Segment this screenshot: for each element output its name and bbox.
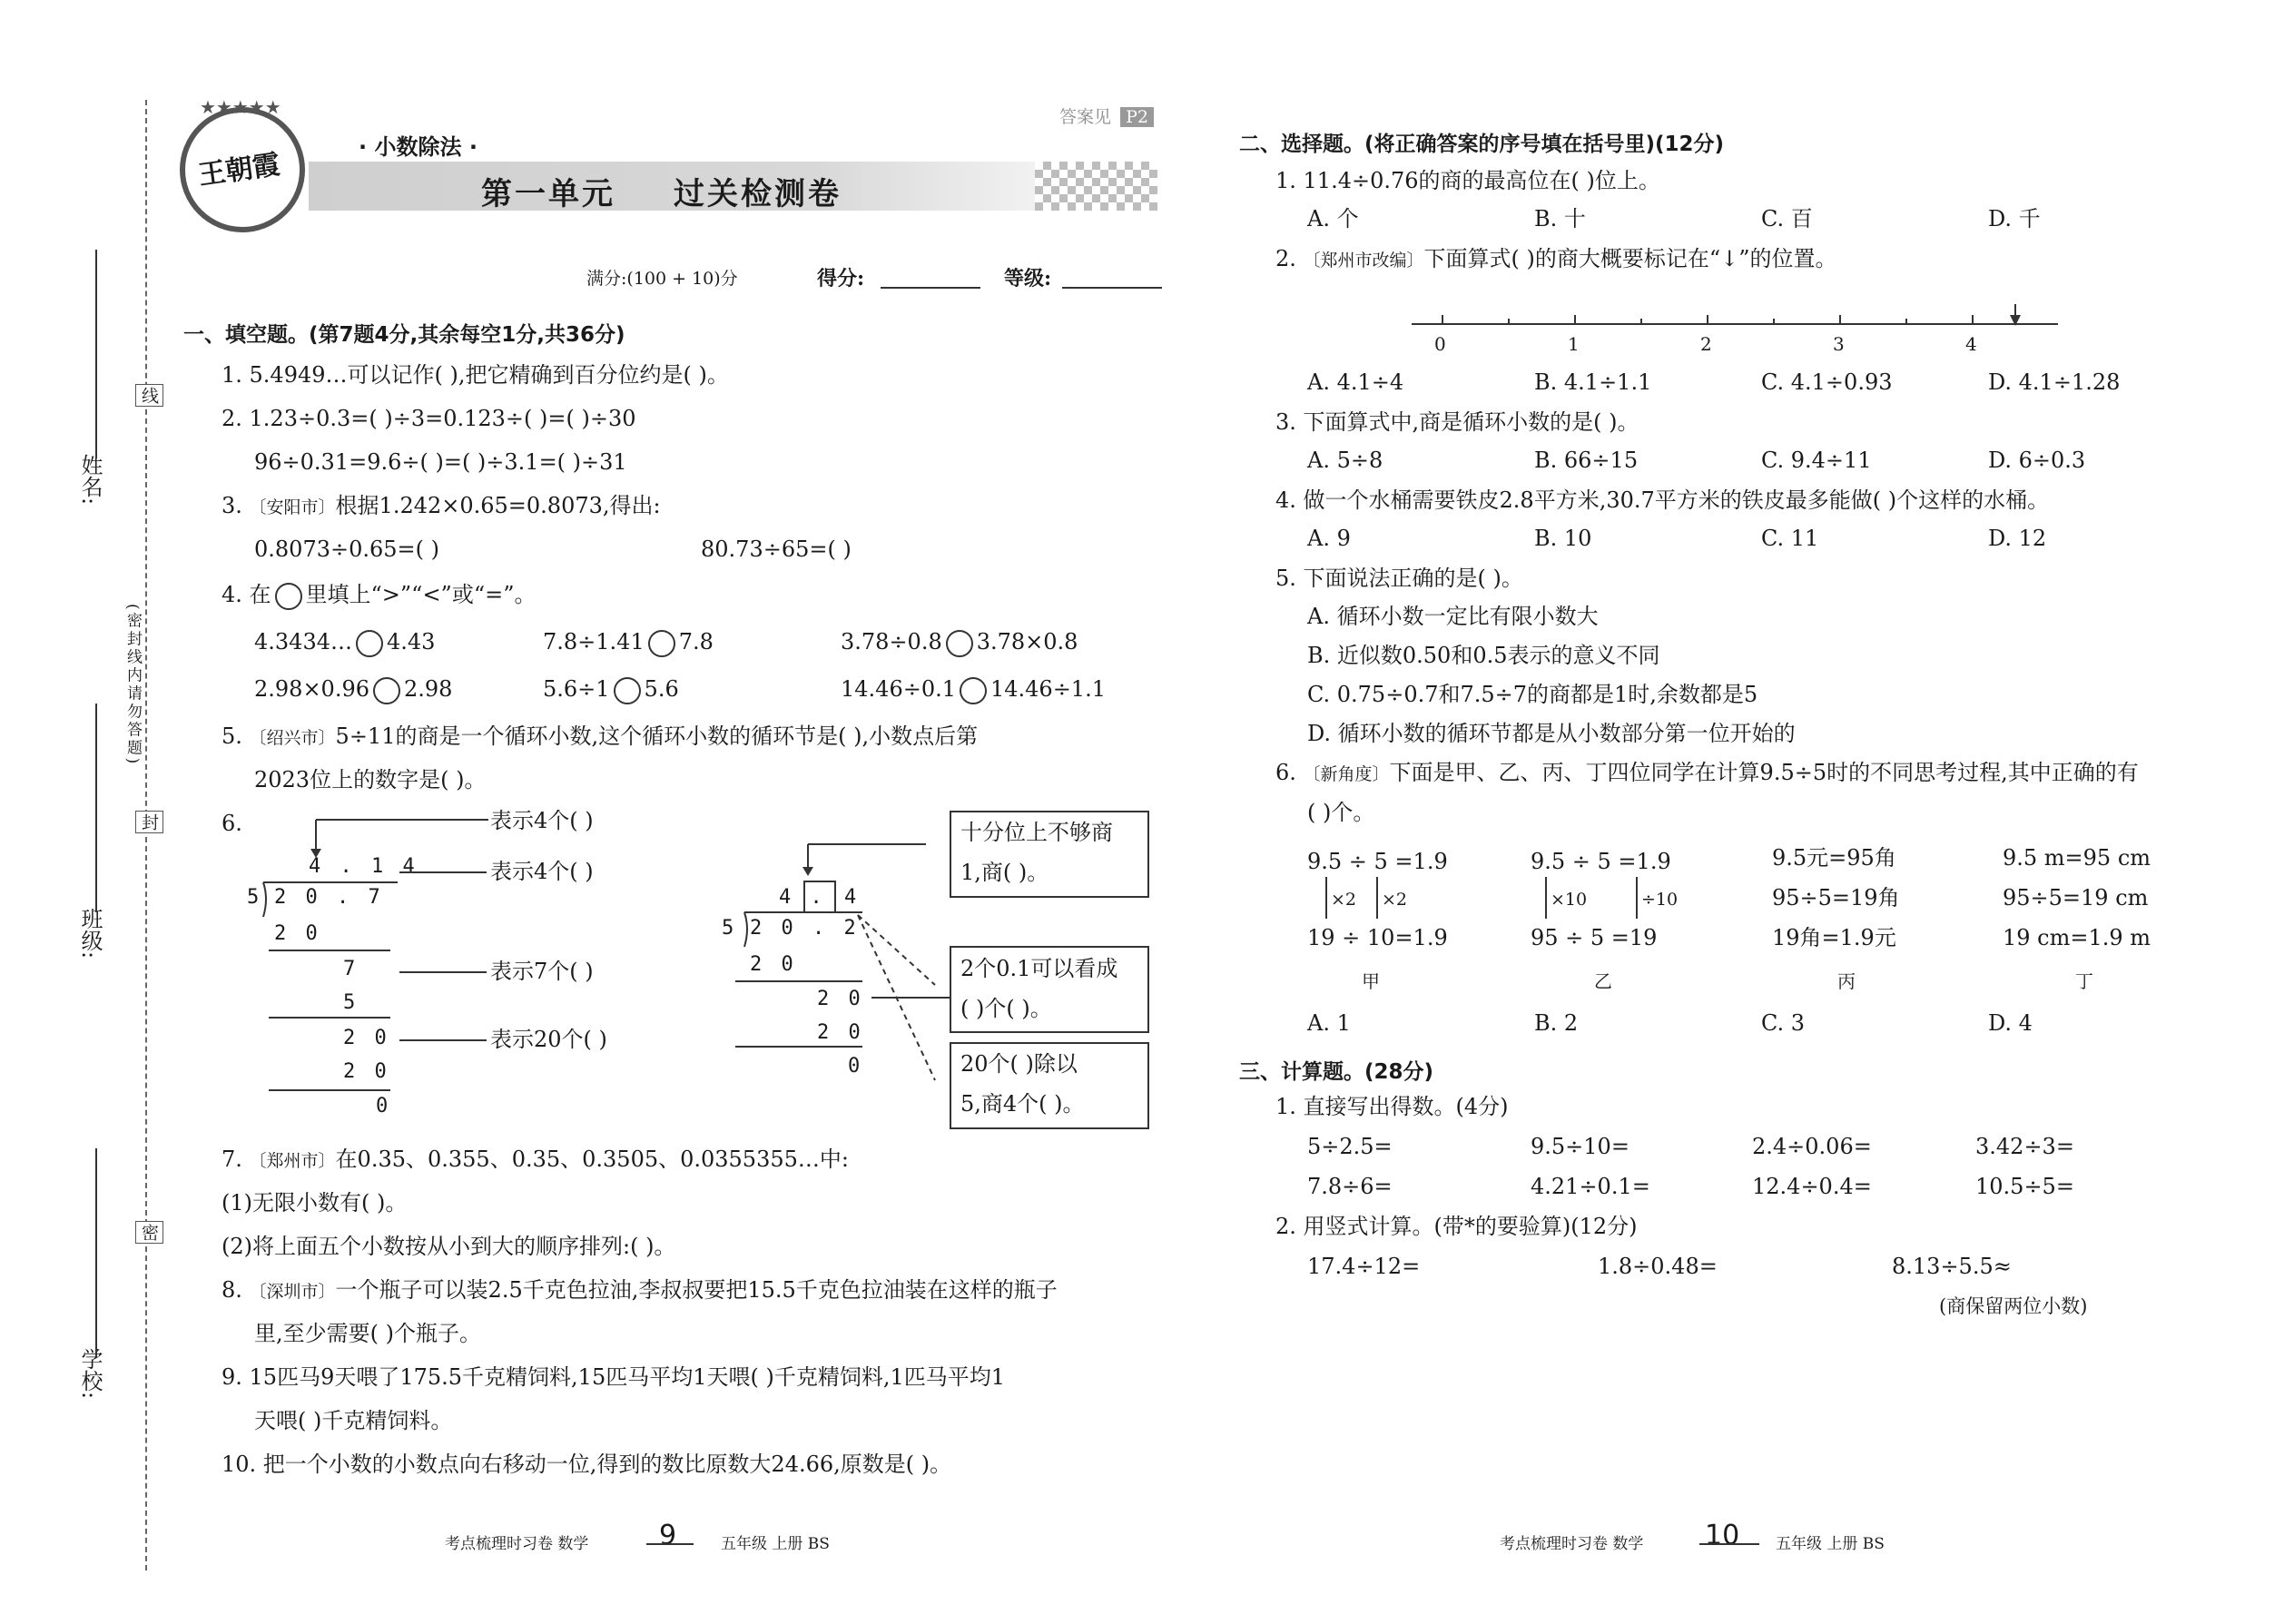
compare-circle[interactable] <box>946 630 973 657</box>
ding-line2: 95÷5=19 cm <box>2003 885 2149 910</box>
axis-tick-4: 4 <box>1965 333 1977 355</box>
q8-line2: 里,至少需要( )个瓶子。 <box>254 1321 481 1346</box>
s2-q1-opt-c[interactable]: C. 百 <box>1761 206 1813 231</box>
calc-item: 4.21÷0.1= <box>1531 1174 1650 1199</box>
school-line <box>95 1148 97 1357</box>
s2-q6-text: 下面是甲、乙、丙、丁四位同学在计算9.5÷5时的不同思考过程,其中正确的有 <box>1389 760 2139 785</box>
div-quotient-right-digit: 4 <box>844 886 861 909</box>
name-label: 姓名: <box>77 454 103 506</box>
q7-b: (2)将上面五个小数按从小到大的顺序排列:( )。 <box>222 1234 676 1259</box>
div-step-right: 2 0 <box>750 953 797 976</box>
calc-item: 7.8÷6= <box>1307 1174 1393 1199</box>
s2-q5-opt-b[interactable]: B. 近似数0.50和0.5表示的意义不同 <box>1307 643 1660 668</box>
s2-q4-opt-b[interactable]: B. 10 <box>1534 526 1592 551</box>
q6-hint-2b: ( )个( )。 <box>960 996 1052 1021</box>
unit-title: 第一单元 <box>481 176 615 212</box>
vertical-calc-note: (商保留两位小数) <box>1939 1295 2088 1317</box>
yi-label: 乙 <box>1594 970 1612 992</box>
footer-left-bracket <box>646 1543 694 1545</box>
jia-arrow-left <box>1325 877 1327 919</box>
q10-line: 10. 把一个小数的小数点向右移动一位,得到的数比原数大24.66,原数是( )。 <box>222 1452 952 1477</box>
answer-ref-text: 答案见 <box>1059 107 1112 127</box>
jia-arrow-right <box>1376 877 1378 919</box>
binding-mark-mi: 密 <box>135 1221 163 1244</box>
s2-q3-opt-d[interactable]: D. 6÷0.3 <box>1988 448 2086 473</box>
div-quotient-left: 4 . 1 4 <box>309 855 418 878</box>
jia-label: 甲 <box>1362 970 1380 992</box>
bing-line2: 95÷5=19角 <box>1772 885 1900 910</box>
axis-tick-3: 3 <box>1833 333 1845 355</box>
q4-item-3: 3.78÷0.8 3.78×0.8 <box>841 628 1078 657</box>
arrow-left-4 <box>399 1039 487 1041</box>
q9-line2: 天喂( )千克精饲料。 <box>254 1408 453 1433</box>
grade-label: 等级: <box>1004 267 1052 290</box>
q5-line2: 2023位上的数字是( )。 <box>254 767 487 792</box>
calc-item: 9.5÷10= <box>1531 1134 1629 1159</box>
compare-circle[interactable] <box>373 677 400 704</box>
calc-item: 10.5÷5= <box>1975 1174 2074 1199</box>
footer-right-page: 10 <box>1705 1520 1740 1551</box>
footer-left-page: 9 <box>659 1520 677 1551</box>
footer-right-series: 考点梳理时习卷 数学 <box>1500 1535 1644 1553</box>
yi-div: ÷10 <box>1641 890 1679 910</box>
binding-mark-feng: 封 <box>135 811 163 833</box>
jia-line2: 19 ÷ 10=1.9 <box>1307 925 1448 950</box>
s2-q6-line1: 6. 〔新角度〕下面是甲、乙、丙、丁四位同学在计算9.5÷5时的不同思考过程,其中正确的有 <box>1275 760 2139 785</box>
bing-line3: 19角=1.9元 <box>1772 925 1896 950</box>
div-step-left: 2 0 <box>343 1027 390 1049</box>
div-step-right: 2 0 <box>817 1021 864 1044</box>
name-line <box>95 250 97 458</box>
q4-item-2: 7.8÷1.41 7.8 <box>543 628 714 657</box>
ding-line3: 19 cm=1.9 m <box>2003 925 2151 950</box>
q6-hint-1a: 十分位上不够商 <box>960 820 1113 845</box>
footer-left-series: 考点梳理时习卷 数学 <box>445 1535 589 1553</box>
axis-tick-0: 0 <box>1434 333 1446 355</box>
s2-q5-opt-a[interactable]: A. 循环小数一定比有限小数大 <box>1307 604 1599 629</box>
bing-label: 丙 <box>1837 970 1856 992</box>
div-step-left: 0 <box>376 1095 392 1117</box>
vertical-calc-item: 8.13÷5.5≈ <box>1892 1254 2012 1279</box>
bing-line1: 9.5元=95角 <box>1772 845 1896 871</box>
binding-mark-xian: 线 <box>135 384 163 407</box>
s2-q5-opt-c[interactable]: C. 0.75÷0.7和7.5÷7的商都是1时,余数都是5 <box>1307 682 1758 707</box>
q5-text: 5÷11的商是一个循环小数,这个循环小数的循环节是( ),小数点后第 <box>335 723 979 749</box>
s2-q1-opt-b[interactable]: B. 十 <box>1534 206 1586 231</box>
div-step-right: 0 <box>848 1055 864 1078</box>
s2-q2-tag: 〔郑州市改编〕 <box>1303 251 1424 271</box>
s3-q2: 2. 用竖式计算。(带*的要验算)(12分) <box>1275 1214 1638 1239</box>
score-blank <box>881 287 980 289</box>
q6-hint-2a: 2个0.1可以看成 <box>960 956 1118 981</box>
binding-dashed-line <box>145 100 147 1570</box>
q6-hint-3b: 5,商4个( )。 <box>960 1091 1085 1117</box>
s2-q2-opt-b[interactable]: B. 4.1÷1.1 <box>1534 369 1652 395</box>
s2-q2-opt-d[interactable]: D. 4.1÷1.28 <box>1988 369 2121 395</box>
s2-q4: 4. 做一个水桶需要铁皮2.8平方米,30.7平方米的铁皮最多能做( )个这样的水桶。 <box>1275 487 2050 513</box>
q4-text: 4. 在 <box>222 582 271 607</box>
div-divisor-left: 5 <box>247 886 263 909</box>
s2-q2: 2. 〔郑州市改编〕下面算式( )的商大概要标记在“↓”的位置。 <box>1275 246 1837 271</box>
q6-label-2: 表示4个( ) <box>490 859 594 884</box>
s2-q3-opt-a[interactable]: A. 5÷8 <box>1307 448 1383 473</box>
div-quotient-right: 4 . <box>779 886 826 909</box>
div-step-left: 5 <box>343 991 359 1014</box>
star-icons: ★★★★★ <box>200 96 281 118</box>
s2-q4-opt-c[interactable]: C. 11 <box>1761 526 1819 551</box>
ding-label: 丁 <box>2075 970 2093 992</box>
compare-circle[interactable] <box>960 677 987 704</box>
q3-tag: 〔安阳市〕 <box>249 497 336 517</box>
q4-item-4: 2.98×0.96 2.98 <box>254 675 452 704</box>
subject-label: · 小数除法 · <box>359 134 478 160</box>
s2-q4-opt-a[interactable]: A. 9 <box>1307 526 1351 551</box>
yi-arrow-left <box>1545 877 1547 919</box>
calc-item: 12.4÷0.4= <box>1752 1174 1872 1199</box>
s2-q1-opt-d[interactable]: D. 千 <box>1988 206 2041 231</box>
q6-label-1: 表示4个( ) <box>490 808 594 833</box>
section3-title: 三、计算题。(28分) <box>1239 1060 1434 1084</box>
checker-pattern <box>1035 162 1157 211</box>
s2-q2-opt-a[interactable]: A. 4.1÷4 <box>1307 369 1404 395</box>
s2-q6-opt-b[interactable]: B. 2 <box>1534 1010 1579 1036</box>
q9-line1: 9. 15匹马9天喂了175.5千克精饲料,15匹马平均1天喂( )千克精饲料,1匹马平均1 <box>222 1364 1006 1390</box>
yi-arrow-right <box>1636 877 1638 919</box>
axis-tick-2: 2 <box>1700 333 1712 355</box>
vertical-calc-item: 17.4÷12= <box>1307 1254 1421 1279</box>
div-dividend-right: 2 0 . 2 <box>750 917 860 940</box>
section1-title: 一、填空题。(第7题4分,其余每空1分,共36分) <box>183 323 625 347</box>
q6-hint-1b: 1,商( )。 <box>960 860 1049 885</box>
s2-q5: 5. 下面说法正确的是( )。 <box>1275 566 1523 591</box>
q7-a: (1)无限小数有( )。 <box>222 1190 408 1216</box>
s2-q1-opt-a[interactable]: A. 个 <box>1307 206 1359 231</box>
school-label: 学校: <box>77 1348 103 1400</box>
div-dividend-left: 2 0 . 7 <box>274 886 384 909</box>
q8-text: 一个瓶子可以装2.5千克色拉油,李叔叔要把15.5千克色拉油装在这样的瓶子 <box>335 1277 1058 1303</box>
q3-b: 80.73÷65=( ) <box>701 536 852 562</box>
div-step-left: 7 <box>343 958 359 980</box>
yi-line2: 95 ÷ 5 =19 <box>1531 925 1658 950</box>
s2-q3-opt-c[interactable]: C. 9.4÷11 <box>1761 448 1872 473</box>
s2-q3-opt-b[interactable]: B. 66÷15 <box>1534 448 1639 473</box>
q4-item-5: 5.6÷1 5.6 <box>543 675 679 704</box>
q4-item-1: 4.3434… 4.43 <box>254 628 435 657</box>
calc-item: 5÷2.5= <box>1307 1134 1393 1159</box>
jia-mul-2: ×2 <box>1382 890 1408 910</box>
score-label: 得分: <box>817 267 865 290</box>
div-divisor-right: 5 <box>722 917 738 940</box>
calc-item: 2.4÷0.06= <box>1752 1134 1872 1159</box>
grade-blank <box>1062 287 1162 289</box>
s2-q6-opt-d[interactable]: D. 4 <box>1988 1010 2033 1036</box>
s2-q6-line2: ( )个。 <box>1307 800 1375 825</box>
arrow-left-2 <box>399 871 487 873</box>
div-step-right: 2 0 <box>817 988 864 1010</box>
axis-tick-1: 1 <box>1568 333 1580 355</box>
q4-line <box>222 581 536 610</box>
q7-tag: 〔郑州市〕 <box>249 1151 336 1171</box>
div-step-left: 2 0 <box>343 1060 390 1083</box>
answer-ref <box>1059 103 1154 128</box>
class-label: 班级: <box>77 908 103 960</box>
section2-title: 二、选择题。(将正确答案的序号填在括号里)(12分) <box>1239 133 1725 156</box>
s2-q6-tag: 〔新角度〕 <box>1303 764 1390 784</box>
compare-circle[interactable] <box>648 630 675 657</box>
class-line <box>95 704 97 912</box>
q4-item-6: 14.46÷0.1 14.46÷1.1 <box>841 675 1106 704</box>
q6-label-4: 表示20个( ) <box>490 1027 607 1052</box>
s2-q6-opt-a[interactable]: A. 1 <box>1307 1010 1351 1036</box>
compare-circle[interactable] <box>614 677 641 704</box>
q8-line1: 8. 〔深圳市〕一个瓶子可以装2.5千克色拉油,李叔叔要把15.5千克色拉油装在这样的瓶子 <box>222 1277 1058 1303</box>
q8-tag: 〔深圳市〕 <box>249 1282 336 1302</box>
q2-line1: 2. 1.23÷0.3=( )÷3=0.123÷( )=( )÷30 <box>222 406 636 431</box>
vertical-calc-item: 1.8÷0.48= <box>1598 1254 1718 1279</box>
jia-line1: 9.5 ÷ 5 =1.9 <box>1307 849 1448 874</box>
q6-number: 6. <box>222 811 242 836</box>
answer-ref-page: P2 <box>1120 107 1154 127</box>
footer-right-bracket <box>1699 1543 1759 1545</box>
s2-q6-opt-c[interactable]: C. 3 <box>1761 1010 1806 1036</box>
logo-text: 王朝霞 <box>196 148 282 192</box>
q5-line1: 5. 〔绍兴市〕5÷11的商是一个循环小数,这个循环小数的循环节是( ),小数点后第 <box>222 723 979 749</box>
s2-q4-opt-d[interactable]: D. 12 <box>1988 526 2047 551</box>
s2-q3: 3. 下面算式中,商是循环小数的是( )。 <box>1275 409 1639 435</box>
yi-line1: 9.5 ÷ 5 =1.9 <box>1531 849 1671 874</box>
q6-hint-3a: 20个( )除以 <box>960 1051 1078 1077</box>
q4-text-end: 里填上“>”“<”或“=”。 <box>305 582 537 607</box>
s2-q2-opt-c[interactable]: C. 4.1÷0.93 <box>1761 369 1893 395</box>
div-step-left: 2 0 <box>274 922 321 945</box>
q3-text: 根据1.242×0.65=0.8073,得出: <box>335 493 661 518</box>
compare-circle[interactable] <box>356 630 383 657</box>
q6-label-3: 表示7个( ) <box>490 959 594 984</box>
test-title: 过关检测卷 <box>674 176 842 212</box>
arrow-right-box2 <box>871 997 950 999</box>
full-score: 满分:(100 + 10)分 <box>586 269 738 289</box>
footer-left-grade: 五年级 上册 BS <box>721 1535 830 1553</box>
s3-q1: 1. 直接写出得数。(4分) <box>1275 1094 1509 1119</box>
s2-q2-text: 下面算式( )的商大概要标记在“↓”的位置。 <box>1423 246 1837 271</box>
footer-right-grade: 五年级 上册 BS <box>1776 1535 1885 1553</box>
jia-mul-1: ×2 <box>1331 890 1357 910</box>
q1-fill: 1. 5.4949…可以记作( ),把它精确到百分位约是( )。 <box>222 362 729 388</box>
q7-line: 7. 〔郑州市〕在0.35、0.355、0.35、0.3505、0.0355355…中: <box>222 1147 849 1172</box>
s2-q5-opt-d[interactable]: D. 循环小数的循环节都是从小数部分第一位开始的 <box>1307 721 1796 746</box>
yi-mul: ×10 <box>1551 890 1588 910</box>
calc-item: 3.42÷3= <box>1975 1134 2074 1159</box>
arrow-left-3 <box>399 971 487 973</box>
binding-notice: (密封线内请勿答题) <box>122 604 144 766</box>
s2-q1: 1. 11.4÷0.76的商的最高位在( )位上。 <box>1275 168 1660 193</box>
q3-line: 3. 〔安阳市〕根据1.242×0.65=0.8073,得出: <box>222 493 661 518</box>
q7-text: 在0.35、0.355、0.35、0.3505、0.0355355…中: <box>335 1147 849 1172</box>
q5-tag: 〔绍兴市〕 <box>249 728 336 748</box>
q3-a: 0.8073÷0.65=( ) <box>254 536 439 562</box>
q4-circle-sample <box>275 583 302 610</box>
q2-line2: 96÷0.31=9.6÷( )=( )÷3.1=( )÷31 <box>254 449 627 475</box>
ding-line1: 9.5 m=95 cm <box>2003 845 2151 871</box>
